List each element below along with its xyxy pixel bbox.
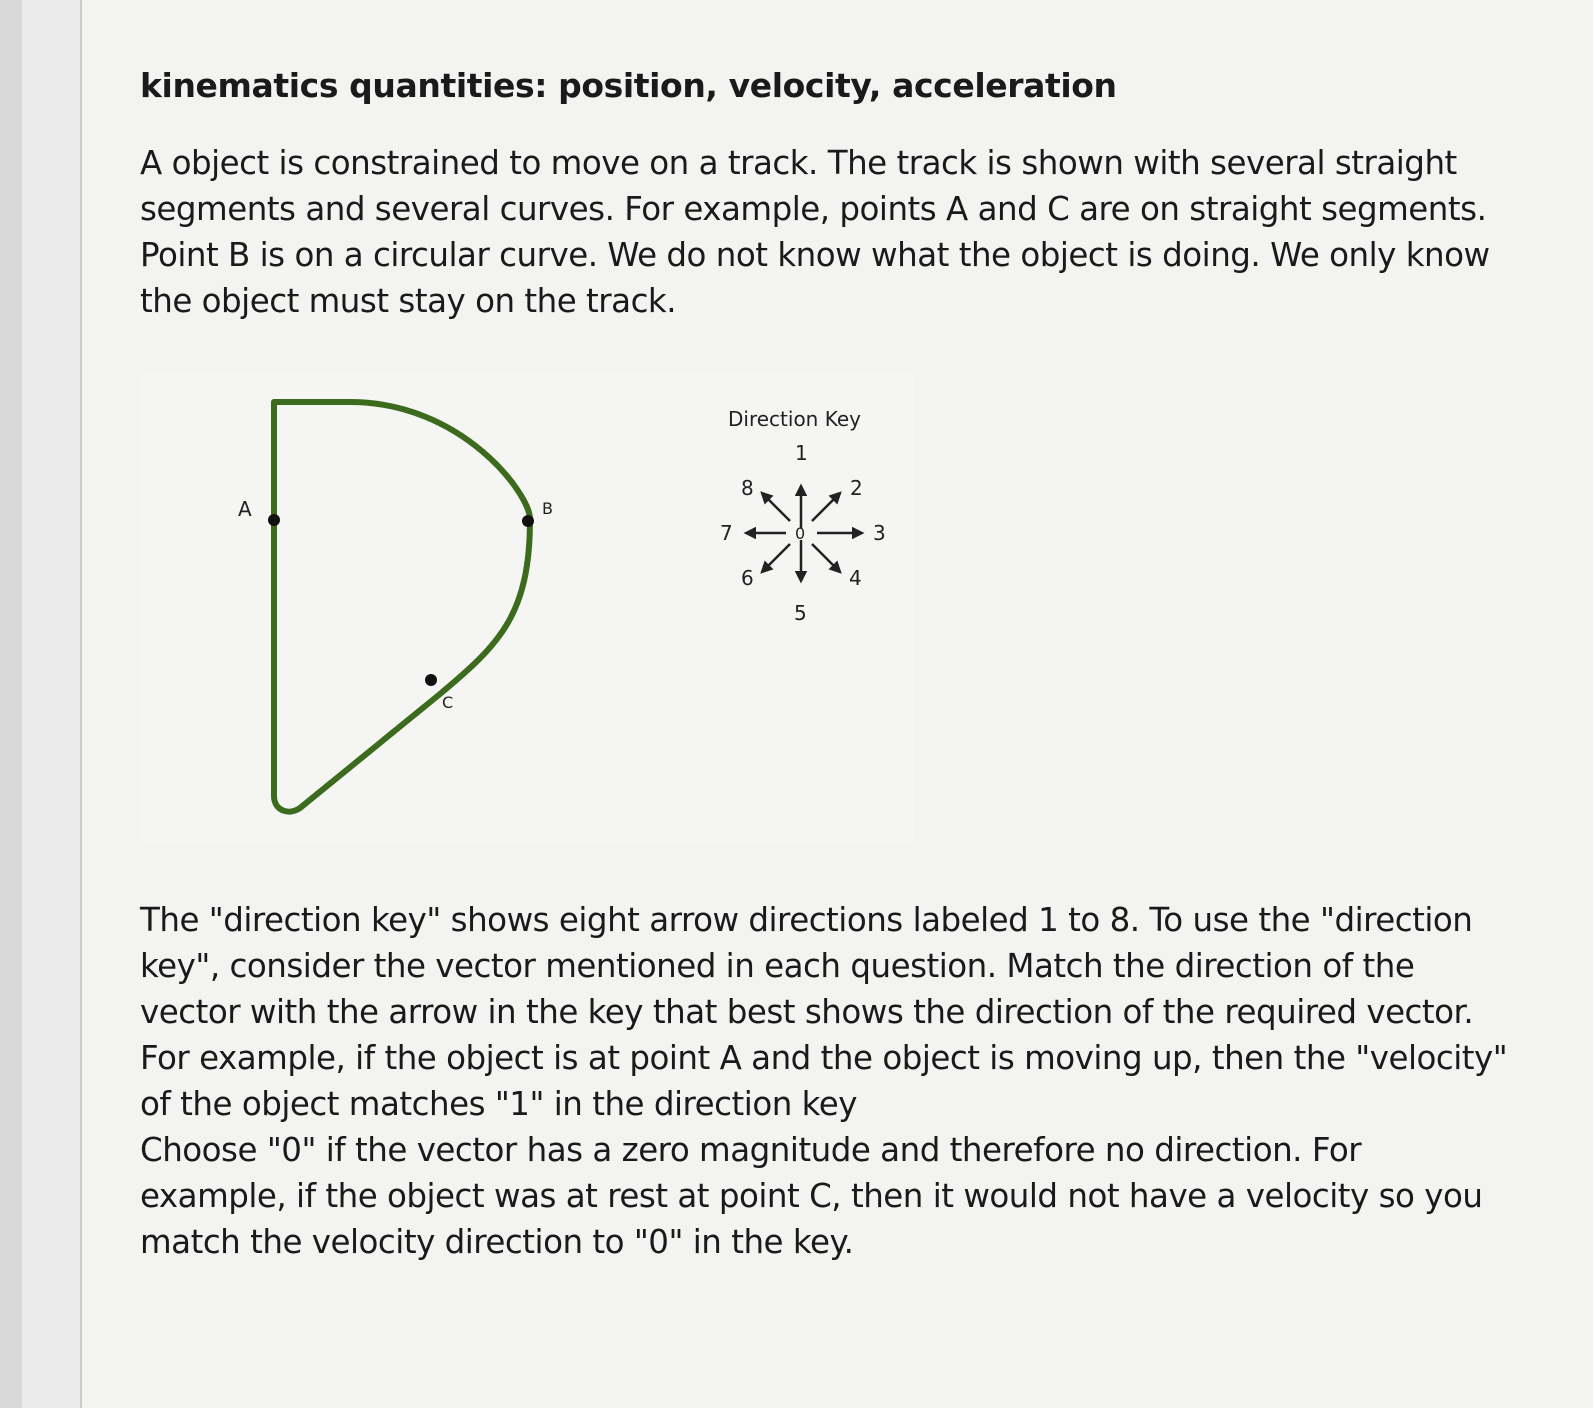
point-a-label: A [238, 497, 252, 521]
intro-paragraph: A object is constrained to move on a track. The track is shown with several straight segments and several curves. For example, points A and C are on straight segments. Point B is on a circular curve. We do not know what the object is doing. We only know the object must stay on the track. [140, 144, 1490, 320]
left-edge-strip [0, 0, 23, 1408]
direction-label-7: 7 [720, 521, 733, 545]
direction-label-6: 6 [741, 566, 754, 590]
instruction-velocity-example: For example, if the object is at point A and the object is moving up, then the "velocity" of the object matches "1" in the direction key [140, 1039, 1508, 1123]
instruction-zero-vector: Choose "0" if the vector has a zero magnitude and therefore no direction. For example, if the object was at rest at point C, then it would not have a velocity so you match the velocity direction to "0" in the key. [140, 1131, 1483, 1261]
direction-label-3: 3 [873, 521, 886, 545]
direction-label-8: 8 [741, 476, 754, 500]
direction-label-1: 1 [795, 441, 808, 465]
track-path [274, 402, 530, 812]
direction-key [720, 441, 886, 625]
direction-center-label: 0 [795, 524, 806, 543]
arrow-6 [762, 544, 790, 572]
track-figure-svg [140, 374, 914, 844]
point-b-label: B [542, 499, 553, 518]
direction-key-title: Direction Key [728, 407, 861, 431]
content-panel [82, 0, 1593, 1408]
track-figure [140, 374, 914, 844]
point-b [522, 515, 534, 527]
point-a [268, 514, 280, 526]
instruction-direction-key: The "direction key" shows eight arrow directions labeled 1 to 8. To use the "direction key", consider the vector mentioned in each question. Match the direction of the vector with the arrow in the key that best shows the direction of the required vector. [140, 901, 1474, 1031]
page-title: kinematics quantities: position, velocity, acceleration [140, 66, 1117, 105]
direction-label-5: 5 [794, 601, 807, 625]
point-c-label: C [442, 693, 454, 712]
point-c [425, 674, 437, 686]
sidebar-panel [22, 0, 81, 1408]
direction-label-4: 4 [849, 566, 862, 590]
instructions-block [140, 897, 1510, 1265]
direction-label-2: 2 [850, 476, 863, 500]
arrow-2 [812, 493, 840, 521]
arrow-8 [762, 493, 790, 521]
arrow-4 [812, 544, 840, 572]
